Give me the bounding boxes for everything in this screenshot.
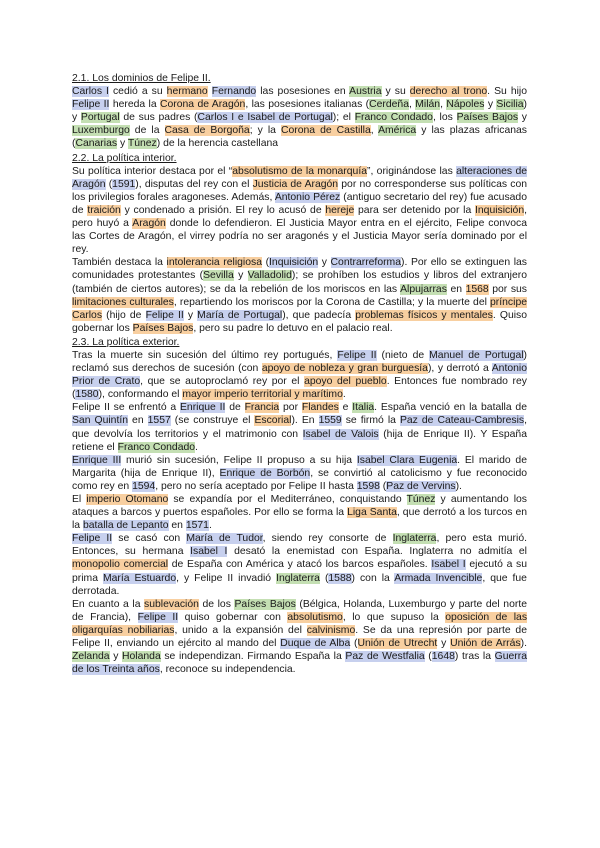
text-run: ), que padecía <box>282 309 356 321</box>
text-run: , reconoce su independencia. <box>159 664 296 676</box>
highlight-blue: 1571 <box>185 520 209 532</box>
text-run: ( <box>319 572 329 584</box>
highlight-orange: problemas físicos y mentales <box>355 309 493 321</box>
highlight-blue: Isabel Clara Eugenia <box>356 454 458 466</box>
highlight-blue: María Estuardo <box>102 572 177 584</box>
highlight-green: Franco Condado <box>354 112 433 124</box>
text-run: . El marido de Margarita (hija de Enrique II), <box>72 454 527 479</box>
highlight-blue: San Quintín <box>72 415 129 427</box>
text-run: . Se da una represión por parte de Felipe II, enviando un ejército al mando del <box>72 624 527 650</box>
highlight-blue: Isabel I <box>190 546 228 558</box>
text-run: y <box>437 638 451 650</box>
text-run: y su <box>381 86 410 98</box>
text-run: ; y la <box>249 125 281 137</box>
highlight-blue: Manuel de Portugal <box>429 349 524 361</box>
section-heading: 2.1. Los dominios de Felipe II. <box>72 73 211 84</box>
text-run: en <box>446 283 466 295</box>
highlight-orange: Casa de Borgoña <box>164 125 250 137</box>
highlight-orange: Inquisición <box>475 204 525 216</box>
highlight-green: Milán <box>415 99 441 111</box>
text-run: . Entonces fue nombrado rey ( <box>72 376 527 401</box>
text-run: se independizan. Firmando España la <box>160 651 346 663</box>
text-run: y <box>484 99 497 111</box>
highlight-orange: Justicia de Aragón <box>252 178 339 190</box>
highlight-green: Cerdeña <box>369 99 409 111</box>
text-run: ) tras la <box>454 651 495 663</box>
text-run: , que fue derrotada. <box>72 572 527 597</box>
text-run: , unido a la expansión del <box>174 624 307 636</box>
highlight-orange: Liga Santa <box>347 507 397 519</box>
text-run: , lo que supuso la <box>342 611 446 623</box>
paragraph <box>72 165 527 257</box>
highlight-green: Portugal <box>80 112 120 124</box>
highlight-blue: Armada Invencible <box>394 572 483 584</box>
highlight-blue: 1648 <box>431 651 455 663</box>
highlight-orange: Países Bajos <box>132 322 194 334</box>
text-run: ). En <box>291 415 319 427</box>
text-run: de la <box>129 125 165 137</box>
text-run: , que devolvía los territorios y el matrimonio con <box>72 415 527 440</box>
highlight-orange: Unión de Arrás <box>450 638 521 650</box>
text-run: ). <box>520 638 527 650</box>
highlight-blue: alteraciones de Aragón <box>72 165 527 190</box>
text-run: . Quiso gobernar los <box>72 309 528 334</box>
text-run: e <box>338 402 353 414</box>
highlight-orange: sublevación <box>144 598 199 610</box>
highlight-blue: Felipe II <box>137 611 179 623</box>
text-run: , <box>408 99 416 111</box>
text-run: (antiguo secretario del rey) fue acusado de <box>72 191 527 216</box>
paragraph <box>72 598 527 677</box>
text-run: de sus padres ( <box>119 112 198 124</box>
highlight-green: Alpujarras <box>400 283 447 295</box>
text-run: . <box>342 389 346 401</box>
highlight-blue: Guerra de los Treinta años <box>72 651 527 676</box>
highlight-blue: Fernando <box>211 86 257 98</box>
text-run: y <box>117 138 128 150</box>
highlight-orange: Unión de Utrecht <box>357 638 438 650</box>
text-run: , <box>440 99 447 111</box>
highlight-blue: Antonio Pérez <box>274 191 341 203</box>
highlight-blue: Felipe II <box>145 309 184 321</box>
text-run: (Bélgica, Holanda, Luxemburgo y parte del norte de Francia), <box>72 598 527 623</box>
text-run: , pero no sería aceptado por Felipe II hasta <box>155 480 357 492</box>
text-run: ( <box>261 257 270 269</box>
document-page <box>72 72 527 677</box>
section <box>72 336 527 676</box>
text-run: y <box>233 270 248 282</box>
text-run: por <box>279 402 302 414</box>
highlight-green: Sicilia <box>496 99 524 111</box>
text-run: y <box>183 309 198 321</box>
text-run: (se construye el <box>170 415 255 427</box>
highlight-green: Zelanda <box>72 651 110 663</box>
text-run: . <box>195 441 198 453</box>
text-run: en <box>128 415 148 427</box>
highlight-blue: Enrique III <box>72 454 122 466</box>
text-run: ( <box>424 651 432 663</box>
highlight-green: Países Bajos <box>234 598 296 610</box>
text-run: ) de la herencia castellana <box>156 138 279 150</box>
highlight-orange: Aragón <box>132 218 166 230</box>
highlight-green: Franco Condado <box>117 441 196 453</box>
text-run: ejecutó a su prima <box>72 559 528 584</box>
highlight-green: Túnez <box>127 138 157 150</box>
paragraph <box>72 532 527 597</box>
text-run: , <box>370 125 379 137</box>
highlight-green: Nápoles <box>446 99 485 111</box>
highlight-blue: María de Portugal <box>197 309 283 321</box>
highlight-orange: absolutismo de la monarquía <box>232 165 367 177</box>
highlight-orange: Francia <box>244 402 280 414</box>
text-run: , pero su padre lo detuvo en el palacio real. <box>193 322 393 334</box>
highlight-blue: Inquisición <box>269 257 319 269</box>
text-run: ). Por ello se extinguen las comunidades protestantes ( <box>72 257 527 282</box>
highlight-green: Luxemburgo <box>72 125 130 137</box>
highlight-green: Canarias <box>75 138 118 150</box>
highlight-blue: Duque de Alba <box>280 638 351 650</box>
highlight-blue: Felipe II <box>72 99 110 111</box>
text-run: Felipe II se enfrentó a <box>72 402 180 414</box>
highlight-blue: Isabel I <box>431 559 466 571</box>
text-run: por sus <box>488 283 527 295</box>
text-run: , siendo rey consorte de <box>262 533 393 545</box>
highlight-green: Inglaterra <box>276 572 320 584</box>
text-run: (nieto de <box>376 349 430 361</box>
paragraph <box>72 85 527 150</box>
text-run: . España venció en la batalla de <box>374 402 527 414</box>
highlight-green: Holanda <box>122 651 161 663</box>
text-run: . <box>208 520 212 532</box>
highlight-orange: Flandes <box>301 402 339 414</box>
text-run: hereda la <box>109 99 160 111</box>
text-run: , las posesiones italianas ( <box>245 99 370 111</box>
text-run: , pero esta murió. Entonces, su hermana <box>72 533 527 558</box>
highlight-blue: batalla de Lepanto <box>82 520 169 532</box>
section-heading: 2.3. La política exterior. <box>72 336 180 348</box>
text-run: , y Felipe II invadió <box>176 572 277 584</box>
text-run: . Su hijo <box>487 86 528 98</box>
text-run: (hija de Enrique II). Y España retiene el <box>72 428 527 453</box>
highlight-blue: 1559 <box>318 415 342 427</box>
highlight-orange: apoyo del pueblo <box>304 376 387 388</box>
text-run: cedió a su <box>108 86 167 98</box>
text-run: las posesiones en <box>256 86 350 98</box>
text-run: y las plazas africanas ( <box>72 125 528 150</box>
highlight-orange: Escorial <box>254 415 292 427</box>
highlight-blue: Paz de Westfalia <box>345 651 425 663</box>
section <box>72 72 527 151</box>
paragraph <box>72 349 527 401</box>
text-run: y <box>109 651 123 663</box>
text-run: ”, originándose las <box>367 165 457 177</box>
text-run: El <box>72 494 87 505</box>
text-run: ) reclamó sus derechos de sucesión (con <box>72 349 528 375</box>
highlight-green: Sevilla <box>203 270 234 282</box>
highlight-green: Austria <box>349 86 382 98</box>
highlight-orange: Corona de Aragón <box>160 99 246 111</box>
highlight-orange: limitaciones culturales <box>72 296 174 308</box>
highlight-blue: Carlos I <box>72 86 109 98</box>
text-run: donde lo defendieron. El Justicia Mayor entra en el ejército, Felipe convoca las Cortes de Aragón, el virrey podría no ser aragonés y el Justicia Mayor sería dominado por el rey. <box>72 218 527 256</box>
text-run: se expandía por el Mediterráneo, conquistando <box>168 494 407 505</box>
text-run: Tras la muerte sin sucesión del último rey portugués, <box>72 349 338 361</box>
text-run: por no corresponderse sus políticas con los privilegios forales aragoneses. Además, <box>72 178 527 203</box>
highlight-green: Italia <box>352 402 375 414</box>
highlight-orange: oposición de las oligarquías nobiliarias <box>72 611 528 636</box>
highlight-blue: 1580 <box>75 389 99 401</box>
text-run: en <box>168 520 186 532</box>
text-run: En cuanto a la <box>72 598 145 610</box>
highlight-orange: traición <box>87 204 121 216</box>
highlight-blue: 1594 <box>132 480 156 492</box>
text-run: , que se autoproclamó rey por el <box>140 376 305 388</box>
text-run: ( <box>105 178 113 190</box>
highlight-orange: calvinismo <box>306 624 356 636</box>
text-run: ) con la <box>351 572 395 584</box>
text-run: de España con América y atacó los barcos españoles. <box>168 559 432 571</box>
highlight-orange: apoyo de nobleza y gran burguesía <box>261 363 428 375</box>
highlight-orange: intolerancia religiosa <box>166 257 262 269</box>
highlight-blue: Antonio Prior de Crato <box>72 363 527 388</box>
highlight-green: América <box>378 125 417 137</box>
highlight-blue: 1591 <box>112 178 136 190</box>
highlight-blue: Paz de Cateau-Cambresis <box>399 415 525 427</box>
highlight-green: Inglaterra <box>392 533 437 545</box>
text-run: se casó con <box>112 533 187 545</box>
paragraph <box>72 454 527 493</box>
highlight-blue: Isabel de Valois <box>302 428 379 440</box>
highlight-orange: monopolio comercial <box>72 559 169 571</box>
paragraph <box>72 256 527 335</box>
highlight-orange: príncipe Carlos <box>72 296 527 321</box>
section-heading: 2.2. La política interior. <box>72 152 177 164</box>
text-run: de <box>225 402 245 414</box>
highlight-blue: 1598 <box>356 480 380 492</box>
paragraph <box>72 401 527 453</box>
text-run: y <box>318 257 331 269</box>
text-run: Su política interior destaca por el “ <box>72 165 233 177</box>
text-run: , que derrotó a los turcos en la <box>72 507 528 532</box>
highlight-orange: derecho al trono <box>409 86 488 98</box>
text-run: , repartiendo los moriscos por la Corona de Castilla; y la muerte del <box>173 296 491 308</box>
highlight-orange: 1568 <box>465 283 489 295</box>
text-run: ), disputas del rey con el <box>135 178 253 190</box>
highlight-orange: Corona de Castilla <box>280 125 371 137</box>
text-run: murió sin sucesión, Felipe II propuso a su hija <box>121 454 357 466</box>
text-run: ), y derrotó a <box>427 363 492 375</box>
text-run: ), conformando el <box>98 389 183 401</box>
text-run: ); se prohíben los estudios y libros del extranjero (también de ciertos autores); se da la rebelión de los moriscos en las <box>72 270 527 295</box>
text-run: quiso gobernar con <box>178 611 288 623</box>
highlight-blue: Felipe II <box>337 349 377 361</box>
highlight-orange: mayor imperio territorial y marítimo <box>182 389 343 401</box>
text-run: (hijo de <box>102 309 146 321</box>
highlight-green: Países Bajos <box>456 112 519 124</box>
highlight-orange: absolutismo <box>287 611 343 623</box>
highlight-orange: hermano <box>166 86 208 98</box>
text-run: ) y <box>72 99 528 124</box>
text-run: de los <box>198 598 235 610</box>
paragraph <box>72 493 527 532</box>
highlight-blue: María de Tudor <box>186 533 263 545</box>
text-run: ); el <box>332 112 355 124</box>
text-run: , los <box>432 112 457 124</box>
highlight-blue: Contrarreforma <box>330 257 401 269</box>
highlight-blue: Enrique II <box>179 402 226 414</box>
highlight-blue: Felipe II <box>72 533 113 545</box>
text-run: y aumentando los ataques a barcos y puertos españoles. Por ello se forma la <box>72 494 527 519</box>
highlight-green: Túnez <box>406 494 436 505</box>
text-run: para ser detenido por la <box>354 204 476 216</box>
text-run: y <box>518 112 527 124</box>
text-run: ( <box>350 638 358 650</box>
highlight-green: Valladolid <box>247 270 292 282</box>
highlight-orange: hereje <box>325 204 355 216</box>
text-run: ( <box>379 480 387 492</box>
highlight-blue: Carlos I e Isabel de Portugal <box>197 112 333 124</box>
highlight-blue: Paz de Vervins <box>386 480 456 492</box>
text-run: ). <box>455 480 462 492</box>
highlight-blue: 1588 <box>328 572 352 584</box>
text-run: desató la enemistad con España. Inglaterra no admitía el <box>227 546 527 558</box>
highlight-blue: Enrique de Borbón <box>219 467 311 479</box>
text-run: También destaca la <box>72 257 167 269</box>
text-run: se firmó la <box>341 415 400 427</box>
section <box>72 152 527 335</box>
text-run: , se convirtió al catolicismo y fue reconocido como rey en <box>72 467 527 492</box>
text-run: y condenado a prisión. El rey lo acusó de <box>120 204 326 216</box>
highlight-orange: imperio Otomano <box>86 494 169 505</box>
text-run: , pero huyó a <box>72 204 528 230</box>
highlight-blue: 1557 <box>147 415 171 427</box>
